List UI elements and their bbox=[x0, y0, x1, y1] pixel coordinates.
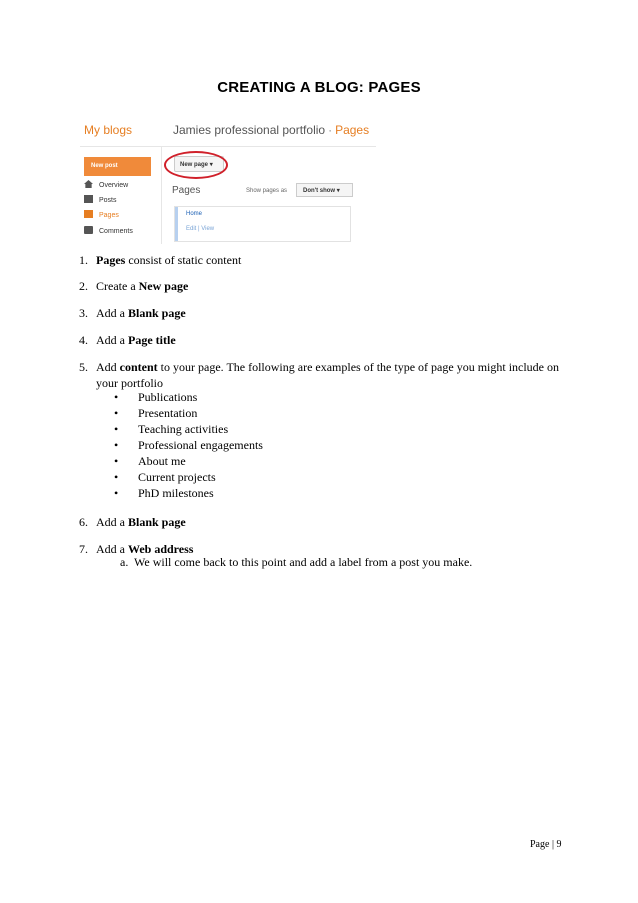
item-bold: Pages bbox=[96, 253, 126, 267]
bullet-item bbox=[114, 405, 263, 421]
bullet: • bbox=[114, 422, 119, 436]
sidebar-divider bbox=[161, 147, 162, 244]
bullet-item bbox=[114, 453, 263, 469]
sidebar-item-label: Posts bbox=[99, 197, 117, 204]
sub-item-label: a. bbox=[120, 555, 129, 569]
breadcrumb-separator: · bbox=[328, 123, 333, 137]
item-text: Add a bbox=[96, 542, 128, 556]
page-link-home[interactable]: Home bbox=[186, 211, 203, 217]
breadcrumb-section: Pages bbox=[335, 123, 370, 137]
pages-icon bbox=[84, 210, 93, 218]
item-bold: content bbox=[119, 360, 158, 374]
item-text: Add bbox=[96, 360, 120, 374]
item-number: 6. bbox=[79, 515, 88, 529]
item-number: 5. bbox=[79, 360, 88, 374]
my-blogs-link[interactable]: My blogs bbox=[84, 123, 133, 137]
item-number: 2. bbox=[79, 279, 88, 293]
sidebar-item-pages[interactable] bbox=[84, 210, 119, 222]
bullet: • bbox=[114, 438, 119, 452]
pages-heading: Pages bbox=[172, 185, 201, 196]
page-number: Page | 9 bbox=[530, 839, 562, 850]
bullet: • bbox=[114, 486, 119, 500]
bullet-item bbox=[114, 485, 263, 501]
page-title: CREATING A BLOG: PAGES bbox=[217, 79, 421, 96]
posts-icon bbox=[84, 195, 93, 203]
bullet-text: Publications bbox=[138, 390, 198, 404]
blogger-screenshot bbox=[80, 118, 376, 244]
home-icon bbox=[84, 180, 93, 188]
item-bold: New page bbox=[138, 279, 189, 293]
highlight-circle bbox=[164, 151, 228, 179]
item-bold: Web address bbox=[128, 542, 194, 556]
bullet-item bbox=[114, 421, 263, 437]
edit-view-links[interactable]: Edit | View bbox=[186, 226, 215, 232]
sidebar-item-label: Comments bbox=[99, 228, 133, 235]
bullet: • bbox=[114, 406, 119, 420]
sidebar-item-posts[interactable] bbox=[84, 195, 117, 207]
item-number: 1. bbox=[79, 253, 88, 267]
new-page-label: New page bbox=[180, 162, 209, 168]
sidebar-item-comments[interactable] bbox=[84, 226, 133, 238]
blog-name: Jamies professional portfolio bbox=[173, 123, 326, 137]
sub-item-text: We will come back to this point and add a label from a post you make. bbox=[134, 555, 473, 569]
show-pages-as-label: Show pages as bbox=[246, 188, 288, 194]
sidebar-item-label: Overview bbox=[99, 182, 129, 189]
bullet-item bbox=[114, 389, 263, 405]
item-text: consist of static content bbox=[125, 253, 242, 267]
bullet-text: Teaching activities bbox=[138, 422, 229, 436]
item-text: Add a bbox=[96, 515, 128, 529]
bullet-text: Current projects bbox=[138, 470, 216, 484]
bullet: • bbox=[114, 390, 119, 404]
breadcrumb bbox=[173, 123, 369, 137]
item-number: 3. bbox=[79, 306, 88, 320]
chevron-down-icon: ▾ bbox=[209, 162, 213, 168]
page-type-list bbox=[114, 389, 263, 501]
bullet-item bbox=[114, 469, 263, 485]
chevron-down-icon: ▾ bbox=[336, 188, 340, 194]
item-text: Add a bbox=[96, 333, 128, 347]
bullet: • bbox=[114, 470, 119, 484]
bullet-text: PhD milestones bbox=[138, 486, 214, 500]
bullet-item bbox=[114, 437, 263, 453]
item-bold: Blank page bbox=[128, 306, 186, 320]
header-divider bbox=[80, 146, 376, 147]
item-text: Add a bbox=[96, 306, 128, 320]
item-text: to your page. The following are examples of the type of page you might include on your portfolio bbox=[96, 360, 560, 390]
bullet-text: About me bbox=[138, 454, 186, 468]
sidebar-item-label: Pages bbox=[99, 212, 119, 219]
sub-item bbox=[120, 555, 472, 570]
item-number: 7. bbox=[79, 542, 88, 556]
pages-list bbox=[174, 206, 351, 242]
bullet-text: Professional engagements bbox=[138, 438, 263, 452]
new-post-button[interactable]: New post bbox=[84, 157, 151, 176]
item-text: Create a bbox=[96, 279, 139, 293]
sidebar-item-overview[interactable] bbox=[84, 180, 128, 192]
item-number: 4. bbox=[79, 333, 88, 347]
show-pages-select[interactable] bbox=[296, 183, 353, 197]
select-value: Don't show bbox=[303, 188, 336, 194]
item-bold: Blank page bbox=[128, 515, 186, 529]
bullet: • bbox=[114, 454, 119, 468]
item-bold: Page title bbox=[128, 333, 176, 347]
bullet-text: Presentation bbox=[138, 406, 198, 420]
comments-icon bbox=[84, 226, 93, 234]
row-accent bbox=[175, 207, 178, 241]
